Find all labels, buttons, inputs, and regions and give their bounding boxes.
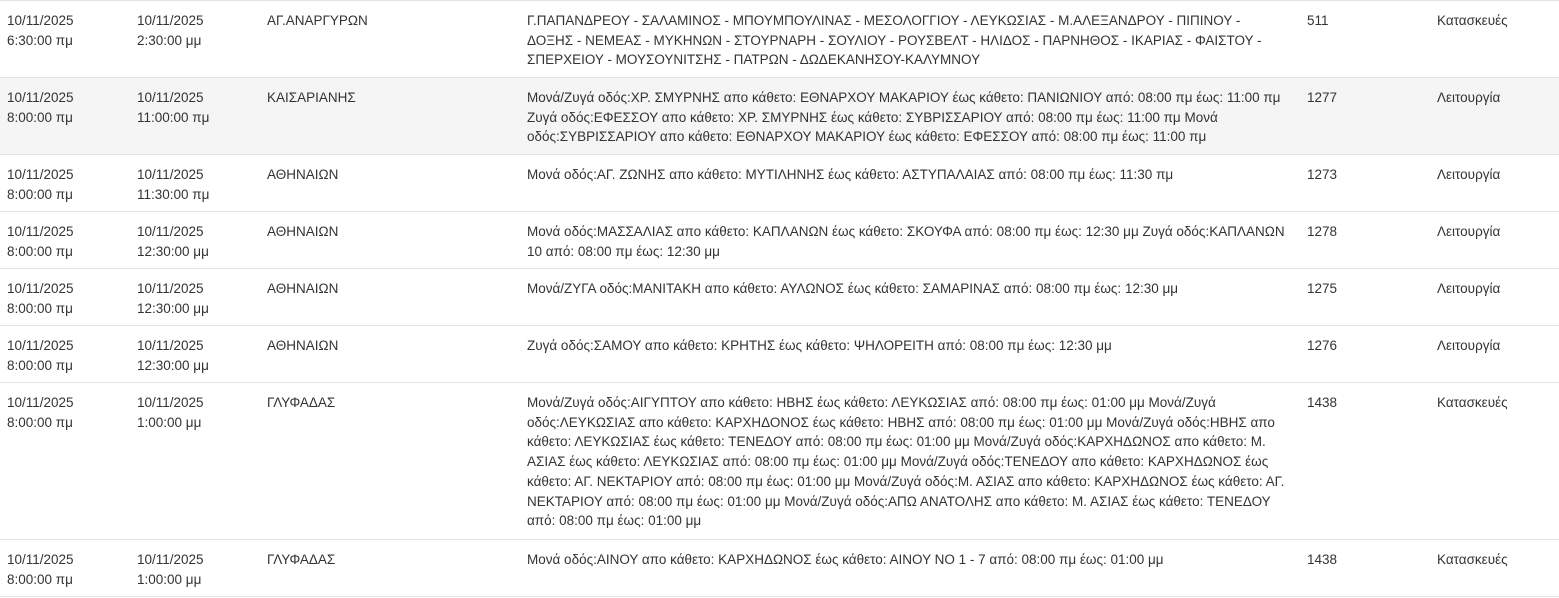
type-cell: Λειτουργία — [1437, 281, 1501, 296]
end-date: 10/11/2025 — [137, 167, 204, 182]
number-cell: 1277 — [1307, 90, 1338, 105]
start-date: 10/11/2025 — [7, 552, 74, 567]
end-date: 10/11/2025 — [137, 224, 204, 239]
description-cell: Ζυγά οδός:ΣΑΜΟΥ απο κάθετο: ΚΡΗΤΗΣ έως κάθετο: ΨΗΛΟΡΕΙΤΗ από: 08:00 πμ έως: 12:30 μμ — [527, 338, 1112, 353]
end-cell — [137, 88, 252, 127]
table-row — [0, 540, 1559, 597]
end-time: 12:30:00 μμ — [137, 243, 209, 259]
end-cell — [137, 11, 252, 50]
type-cell: Λειτουργία — [1437, 167, 1501, 182]
end-cell — [137, 393, 252, 432]
start-cell — [7, 550, 127, 589]
number-cell: 1278 — [1307, 224, 1338, 239]
description-cell: Μονά οδός:ΑΙΝΟΥ απο κάθετο: ΚΑΡΧΗΔΩΝΟΣ έως κάθετο: ΑΙΝΟΥ ΝΟ 1 - 7 από: 08:00 πμ έως: 01:00 μμ — [527, 552, 1164, 567]
area-cell: ΓΛΥΦΑΔΑΣ — [267, 395, 336, 410]
area-cell: ΚΑΙΣΑΡΙΑΝΗΣ — [267, 90, 356, 105]
start-date: 10/11/2025 — [7, 224, 74, 239]
type-cell: Κατασκευές — [1437, 13, 1508, 28]
end-cell — [137, 165, 252, 204]
end-date: 10/11/2025 — [137, 13, 204, 28]
end-cell — [137, 550, 252, 589]
area-cell: ΑΘΗΝΑΙΩΝ — [267, 338, 339, 353]
end-date: 10/11/2025 — [137, 552, 204, 567]
start-date: 10/11/2025 — [7, 281, 74, 296]
number-cell: 1276 — [1307, 338, 1338, 353]
number-cell: 1438 — [1307, 552, 1338, 567]
table-row — [0, 155, 1559, 212]
end-time: 12:30:00 μμ — [137, 300, 209, 316]
type-cell: Κατασκευές — [1437, 395, 1508, 410]
start-date: 10/11/2025 — [7, 167, 74, 182]
type-cell: Λειτουργία — [1437, 224, 1501, 239]
type-cell: Λειτουργία — [1437, 90, 1501, 105]
description-cell: Μονά/Ζυγά οδός:ΧΡ. ΣΜΥΡΝΗΣ απο κάθετο: ΕΘΝΑΡΧΟΥ ΜΑΚΑΡΙΟΥ έως κάθετο: ΠΑΝΙΩΝΙΟΥ από: 08:00 πμ έως: 11:00 πμ Ζυγά οδός:ΕΦΕΣΣΟΥ απο κάθετο: ΧΡ. ΣΜΥΡΝΗΣ έως κάθετο: ΣΥΒΡΙΣΣΑΡΙΟΥ από: 08:00 πμ έως: 11:00 πμ Μονά οδός:ΣΥΒΡΙΣΣΑΡΙΟΥ απο κάθετο: ΕΘΝΑΡΧΟΥ ΜΑΚΑΡΙΟΥ έως κάθετο: ΕΦΕΣΣΟΥ από: 08:00 πμ έως: 11:00 πμ — [527, 90, 1281, 145]
area-cell: ΑΓ.ΑΝΑΡΓΥΡΩΝ — [267, 13, 368, 28]
number-cell: 511 — [1307, 13, 1329, 28]
start-time: 6:30:00 πμ — [7, 32, 73, 48]
table-row — [0, 383, 1559, 540]
end-date: 10/11/2025 — [137, 90, 204, 105]
number-cell: 1438 — [1307, 395, 1338, 410]
start-time: 8:00:00 πμ — [7, 414, 73, 430]
area-cell: ΑΘΗΝΑΙΩΝ — [267, 281, 339, 296]
type-cell: Κατασκευές — [1437, 552, 1508, 567]
start-cell — [7, 393, 127, 432]
table-row — [0, 78, 1559, 155]
area-cell: ΑΘΗΝΑΙΩΝ — [267, 224, 339, 239]
end-time: 11:00:00 πμ — [137, 109, 210, 125]
outage-table — [0, 1, 1559, 597]
start-time: 8:00:00 πμ — [7, 571, 73, 587]
end-time: 1:00:00 μμ — [137, 414, 202, 430]
start-date: 10/11/2025 — [7, 338, 74, 353]
start-cell — [7, 165, 127, 204]
start-time: 8:00:00 πμ — [7, 109, 73, 125]
table-row — [0, 326, 1559, 383]
description-cell: Μονά/Ζυγά οδός:ΑΙΓΥΠΤΟΥ απο κάθετο: ΗΒΗΣ έως κάθετο: ΛΕΥΚΩΣΙΑΣ από: 08:00 πμ έως: 01:00 μμ Μονά/Ζυγά οδός:ΛΕΥΚΩΣΙΑΣ απο κάθετο: ΚΑΡΧΗΔΟΝΟΣ έως κάθετο: ΗΒΗΣ από: 08:00 πμ έως: 01:00 μμ Μονά/Ζυγά οδός:ΗΒΗΣ απο κάθετο: ΛΕΥΚΩΣΙΑΣ έως κάθετο: ΤΕΝΕΔΟΥ από: 08:00 πμ έως: 01:00 μμ Μονά/Ζυγά οδός:ΚΑΡΧΗΔΩΝΟΣ απο κάθετο: Μ. ΑΣΙΑΣ έως κάθετο: ΛΕΥΚΩΣΙΑΣ από: 08:00 πμ έως: 01:00 μμ Μονά/Ζυγά οδός:ΤΕΝΕΔΟΥ απο κάθετο: ΚΑΡΧΗΔΩΝΟΣ έως κάθετο: ΑΓ. ΝΕΚΤΑΡΙΟΥ από: 08:00 πμ έως: 01:00 μμ Μονά/Ζυγά οδός:Μ. ΑΣΙΑΣ απο κάθετο: ΚΑΡΧΗΔΩΝΟΣ έως κάθετο: ΑΓ. ΝΕΚΤΑΡΙΟΥ από: 08:00 πμ έως: 01:00 μμ Μονά/Ζυγά οδός:ΑΠΩ ΑΝΑΤΟΛΗΣ απο κάθετο: Μ. ΑΣΙΑΣ έως κάθετο: ΤΕΝΕΔΟΥ από: 08:00 πμ έως: 01:00 μμ — [527, 395, 1285, 529]
description-cell: Μονά οδός:ΑΓ. ΖΩΝΗΣ απο κάθετο: ΜΥΤΙΛΗΝΗΣ έως κάθετο: ΑΣΤΥΠΑΛΑΙΑΣ από: 08:00 πμ έως: 11:30 πμ — [527, 167, 1174, 182]
end-time: 12:30:00 μμ — [137, 357, 209, 373]
start-cell — [7, 11, 127, 50]
end-time: 11:30:00 πμ — [137, 186, 210, 202]
area-cell: ΑΘΗΝΑΙΩΝ — [267, 167, 339, 182]
start-date: 10/11/2025 — [7, 395, 74, 410]
end-time: 1:00:00 μμ — [137, 571, 202, 587]
number-cell: 1275 — [1307, 281, 1338, 296]
description-cell: Μονά/ΖΥΓΑ οδός:ΜΑΝΙΤΑΚΗ απο κάθετο: ΑΥΛΩΝΟΣ έως κάθετο: ΣΑΜΑΡΙΝΑΣ από: 08:00 πμ έως: 12:30 μμ — [527, 281, 1179, 296]
description-cell: Μονά οδός:ΜΑΣΣΑΛΙΑΣ απο κάθετο: ΚΑΠΛΑΝΩΝ έως κάθετο: ΣΚΟΥΦΑ από: 08:00 πμ έως: 12:30 μμ Ζυγά οδός:ΚΑΠΛΑΝΩΝ 10 από: 08:00 πμ έως: 12:30 μμ — [527, 224, 1285, 259]
end-cell — [137, 222, 252, 261]
start-date: 10/11/2025 — [7, 90, 74, 105]
start-time: 8:00:00 πμ — [7, 243, 73, 259]
description-cell: Γ.ΠΑΠΑΝΔΡΕΟΥ - ΣΑΛΑΜΙΝΟΣ - ΜΠΟΥΜΠΟΥΛΙΝΑΣ - ΜΕΣΟΛΟΓΓΙΟΥ - ΛΕΥΚΩΣΙΑΣ - Μ.ΑΛΕΞΑΝΔΡΟΥ - ΠΙΠΙΝΟΥ - ΔΟΞΗΣ - ΝΕΜΕΑΣ - ΜΥΚΗΝΩΝ - ΣΤΟΥΡΝΑΡΗ - ΣΟΥΛΙΟΥ - ΡΟΥΣΒΕΛΤ - ΗΛΙΔΟΣ - ΠΑΡΝΗΘΟΣ - ΙΚΑΡΙΑΣ - ΦΑΙΣΤΟΥ - ΣΠΕΡΧΕΙΟΥ - ΜΟΥΣΟΥΝΙΤΣΗΣ - ΠΑΤΡΩΝ - ΔΩΔΕΚΑΝΗΣΟΥ-ΚΑΛΥΜΝΟΥ — [527, 13, 1262, 68]
start-date: 10/11/2025 — [7, 13, 74, 28]
end-date: 10/11/2025 — [137, 395, 204, 410]
end-date: 10/11/2025 — [137, 281, 204, 296]
type-cell: Λειτουργία — [1437, 338, 1501, 353]
table-row — [0, 269, 1559, 326]
number-cell: 1273 — [1307, 167, 1338, 182]
start-cell — [7, 279, 127, 318]
start-time: 8:00:00 πμ — [7, 300, 73, 316]
end-cell — [137, 279, 252, 318]
start-cell — [7, 222, 127, 261]
end-cell — [137, 336, 252, 375]
start-time: 8:00:00 πμ — [7, 357, 73, 373]
start-cell — [7, 336, 127, 375]
area-cell: ΓΛΥΦΑΔΑΣ — [267, 552, 336, 567]
end-date: 10/11/2025 — [137, 338, 204, 353]
table-row — [0, 1, 1559, 78]
start-time: 8:00:00 πμ — [7, 186, 73, 202]
start-cell — [7, 88, 127, 127]
table-row — [0, 212, 1559, 269]
end-time: 2:30:00 μμ — [137, 32, 202, 48]
